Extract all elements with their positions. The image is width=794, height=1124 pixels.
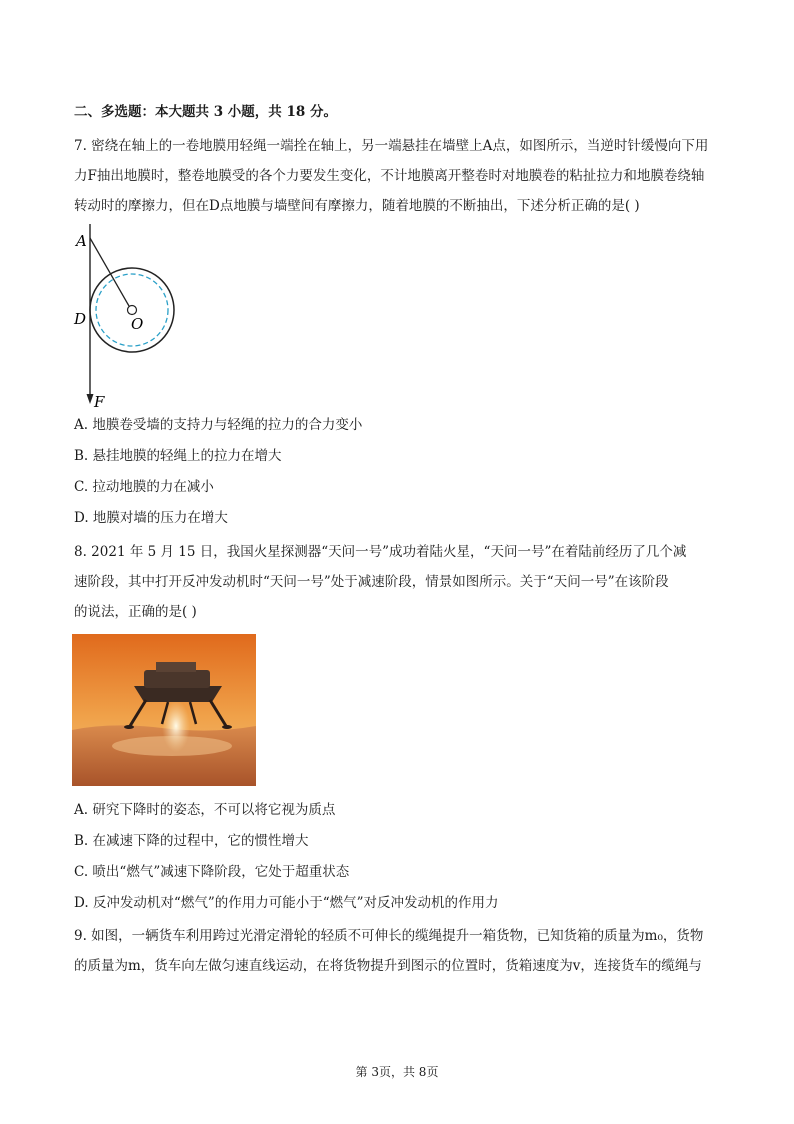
q7-option-a: A. 地膜卷受墙的支持力与轻绳的拉力的合力变小 [74,417,363,433]
section-title: 二、多选题：本大题共 3 小题，共 18 分。 [74,104,337,120]
label-o: O [131,315,144,333]
q8-text-line-3: 的说法，正确的是( ) [74,604,197,620]
q9-text-line-2: 的质量为m，货车向左做匀速直线运动，在将货物提升到图示的位置时，货箱速度为v，连接货车的缆绳与 [74,958,702,974]
q7-option-d: D. 地膜对墙的压力在增大 [74,510,228,526]
q8-text-line-1: 8. 2021 年 5 月 15 日，我国火星探测器“天问一号”成功着陆火星，“天问一号”在着陆前经历了几个减 [74,544,687,560]
q8-option-d: D. 反冲发动机对“燃气”的作用力可能小于“燃气”对反冲发动机的作用力 [74,895,499,911]
q8-option-c: C. 喷出“燃气”减速下降阶段，它处于超重状态 [74,864,350,880]
q7-option-b: B. 悬挂地膜的轻绳上的拉力在增大 [74,448,282,464]
page-footer: 第 3页，共 8页 [355,1065,439,1079]
label-f: F [94,393,105,408]
q8-text-line-2: 速阶段，其中打开反冲发动机时“天问一号”处于减速阶段，情景如图所示。关于“天问一号”在该阶段 [74,574,669,590]
axle-point [128,306,137,315]
rope-line [90,238,129,306]
mars-lander-image [72,634,256,786]
q9-text-line-1: 9. 如图，一辆货车利用跨过光滑定滑轮的轻质不可伸长的缆绳提升一箱货物，已知货箱的质量为m₀，货物 [74,928,704,944]
label-d: D [74,310,87,328]
q8-option-a: A. 研究下降时的姿态，不可以将它视为质点 [74,802,336,818]
force-arrow-head [87,394,94,404]
q7-text-line-2: 力F抽出地膜时，整卷地膜受的各个力要发生变化，不计地膜离开整卷时对地膜卷的粘扯拉力和地膜卷绕轴 [74,168,705,184]
q7-option-c: C. 拉动地膜的力在减小 [74,479,214,495]
q8-option-b: B. 在减速下降的过程中，它的惯性增大 [74,833,309,849]
label-a: A [76,232,87,250]
q7-text-line-1: 7. 密绕在轴上的一卷地膜用轻绳一端拴在轴上，另一端悬挂在墙壁上A点，如图所示，当逆时针缓慢向下用 [74,138,709,154]
q7-text-line-3: 转动时的摩擦力，但在D点地膜与墙壁间有摩擦力，随着地膜的不断抽出，下述分析正确的是( ) [74,198,640,214]
q7-film-roll-diagram [72,222,192,408]
